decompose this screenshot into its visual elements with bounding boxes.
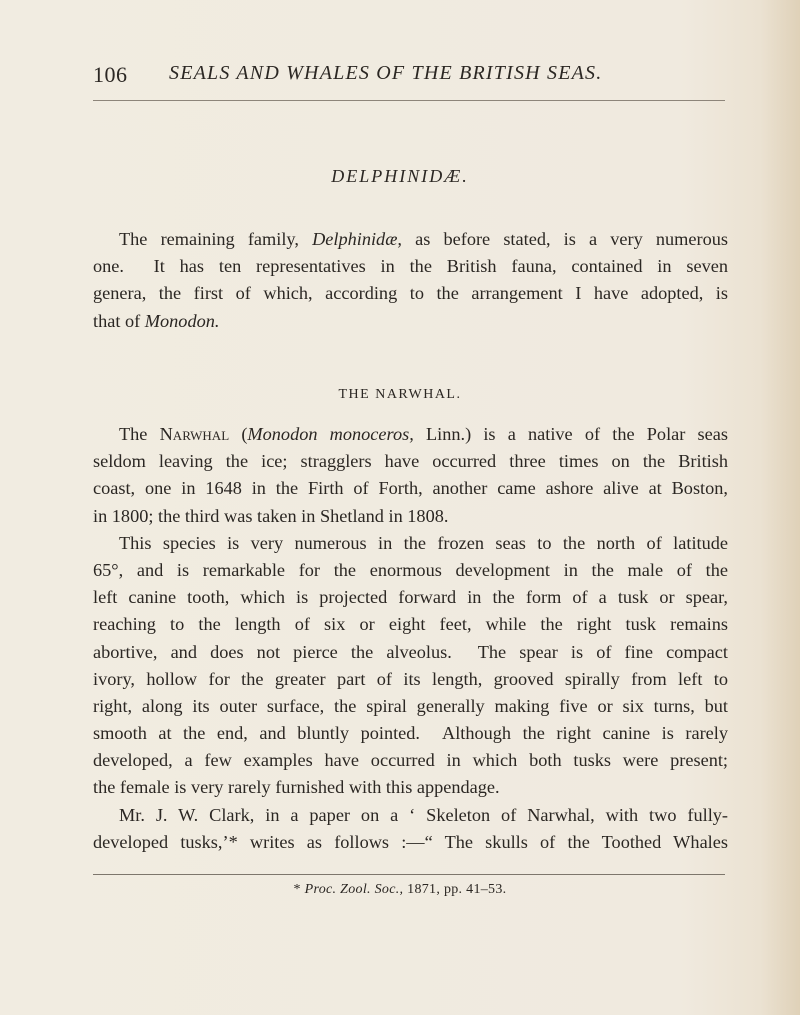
text-line bbox=[93, 475, 728, 502]
text-run: ( bbox=[229, 424, 248, 444]
text-run: abortive, and does not pierce the alveolus. The spear is of fine compact bbox=[93, 641, 728, 662]
text-run: developed, a few examples have occurred in which both tusks were present; bbox=[93, 750, 728, 771]
text-line bbox=[93, 747, 728, 774]
species-common-name: Narwhal bbox=[159, 424, 230, 444]
footnote-marker: * bbox=[293, 882, 305, 897]
text-run: ivory, hollow for the greater part of its length, grooved spirally from left to bbox=[93, 668, 728, 689]
intro-paragraph bbox=[93, 226, 728, 335]
text-line bbox=[93, 802, 728, 829]
text-line bbox=[93, 557, 728, 584]
text-run: Mr. J. W. Clark, in a paper on a ‘ Skeleton of Narwhal, with two fully- bbox=[119, 804, 728, 825]
text-line bbox=[93, 639, 728, 666]
running-title: SEALS AND WHALES OF THE BRITISH SEAS. bbox=[169, 62, 603, 84]
species-latin-name: Monodon monoceros, bbox=[247, 424, 414, 444]
text-run: as before stated, is a very numerous bbox=[401, 229, 728, 249]
text-run: in 1800; the third was taken in Shetland in 1808. bbox=[93, 505, 449, 526]
page-header bbox=[93, 62, 727, 92]
text-run: 65°, and is remarkable for the enormous development in the male of the bbox=[93, 559, 728, 580]
header-rule bbox=[93, 100, 725, 101]
text-run: that of bbox=[93, 310, 145, 331]
text-run: reaching to the length of six or eight feet, while the right tusk remains bbox=[93, 614, 728, 635]
text-run: The bbox=[119, 424, 160, 444]
genus-name: Monodon. bbox=[144, 310, 220, 331]
section-heading: DELPHINIDÆ. bbox=[331, 166, 469, 186]
footnote bbox=[0, 882, 800, 898]
text-run: seldom leaving the ice; stragglers have occurred three times on the British bbox=[93, 451, 728, 472]
footnote-source: Proc. Zool. Soc., bbox=[304, 882, 404, 897]
footnote-pages: 1871, pp. 41–53. bbox=[403, 882, 507, 897]
text-line bbox=[93, 720, 728, 747]
text-line bbox=[93, 611, 728, 638]
narwhal-section bbox=[93, 421, 728, 856]
text-run: right, along its outer surface, the spiral generally making five or six turns, but bbox=[93, 695, 728, 716]
text-run: developed tusks,’* writes as follows :—“ The skulls of the Toothed Whales bbox=[93, 831, 728, 852]
text-run: the female is very rarely furnished with this appendage. bbox=[93, 777, 500, 798]
text-run: The remaining family, bbox=[119, 229, 313, 249]
text-line bbox=[93, 226, 728, 253]
text-run: left canine tooth, which is projected forward in the form of a tusk or spear, bbox=[93, 587, 728, 608]
text-line bbox=[93, 666, 728, 693]
text-run: coast, one in 1648 in the Firth of Forth, another came ashore alive at Boston, bbox=[93, 478, 728, 499]
text-line bbox=[93, 829, 728, 856]
text-run: one. It has ten representatives in the British fauna, contained in seven bbox=[93, 256, 728, 277]
text-run: genera, the first of which, according to the arrangement I have adopted, is bbox=[93, 283, 728, 304]
text-run: smooth at the end, and bluntly pointed. Although the right canine is rarely bbox=[93, 723, 728, 744]
text-line bbox=[93, 253, 728, 280]
sub-heading: THE NARWHAL. bbox=[338, 387, 462, 402]
page-number: 106 bbox=[93, 62, 128, 87]
text-line bbox=[93, 693, 728, 720]
text-run: This species is very numerous in the frozen seas to the north of latitude bbox=[119, 532, 728, 553]
footnote-rule bbox=[93, 874, 725, 875]
text-line bbox=[93, 584, 728, 611]
family-name: Delphinidæ, bbox=[312, 229, 402, 249]
text-line bbox=[93, 503, 728, 530]
text-line bbox=[93, 308, 728, 335]
text-line bbox=[93, 530, 728, 557]
text-line bbox=[93, 448, 728, 475]
text-line bbox=[93, 280, 728, 307]
text-line bbox=[93, 774, 728, 801]
text-run: Linn.) is a native of the Polar seas bbox=[413, 424, 728, 444]
text-line bbox=[93, 421, 728, 448]
